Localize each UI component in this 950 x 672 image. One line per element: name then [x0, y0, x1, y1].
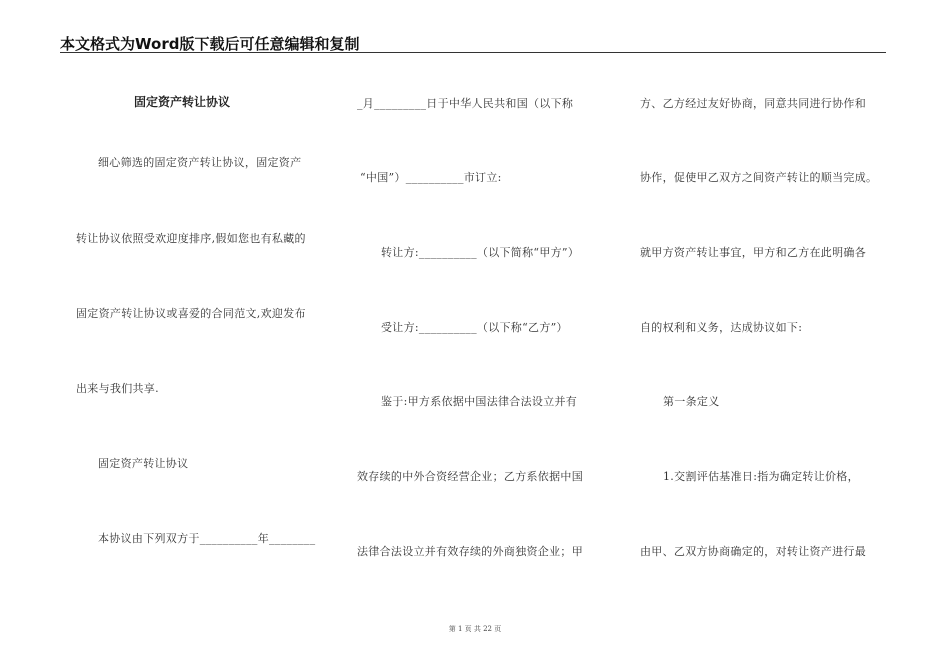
body-line: 就甲方资产转让事宜，甲方和乙方在此明确各: [640, 246, 866, 259]
document-header-title: 本文格式为Word版下载后可任意编辑和复制: [60, 35, 360, 53]
body-line: 鉴于:甲方系依据中国法律合法设立并有: [381, 395, 578, 408]
section-heading: 固定资产转让协议: [98, 457, 189, 470]
body-line: 方、乙方经过友好协商，同意共同进行协作和: [640, 97, 866, 110]
body-line: 效存续的中外合资经营企业；乙方系依据中国: [357, 470, 583, 483]
body-line: 本协议由下列双方于__________年________: [98, 532, 316, 545]
body-line: 出来与我们共享.: [76, 382, 159, 395]
body-line: _月_________日于中华人民共和国（以下称: [357, 97, 574, 110]
header-divider: [60, 52, 886, 53]
page-number: 第 1 页 共 22 页: [448, 625, 502, 633]
body-line: 1.交割评估基准日:指为确定转让价格，: [663, 470, 859, 483]
body-line: 固定资产转让协议或喜爱的合同范文,欢迎发布: [76, 307, 306, 320]
body-line: 自的权利和义务，达成协议如下:: [640, 321, 803, 334]
document-title: 固定资产转让协议: [134, 95, 231, 109]
article-heading: 第一条定义: [663, 395, 720, 408]
body-line: 受让方:__________（以下称“乙方”）: [381, 321, 568, 334]
body-line: “中国”）__________市订立:: [360, 171, 502, 184]
body-line: 协作，促使甲乙双方之间资产转让的顺当完成。: [640, 171, 878, 184]
body-line: 转让协议依照受欢迎度排序,假如您也有私藏的: [76, 232, 306, 245]
body-line: 法律合法设立并有效存续的外商独资企业；甲: [357, 545, 583, 558]
body-line: 细心筛选的固定资产转让协议，固定资产: [98, 156, 302, 169]
body-line: 由甲、乙双方协商确定的，对转让资产进行最: [640, 545, 866, 558]
body-line: 转让方:__________（以下简称“甲方”）: [381, 246, 580, 259]
